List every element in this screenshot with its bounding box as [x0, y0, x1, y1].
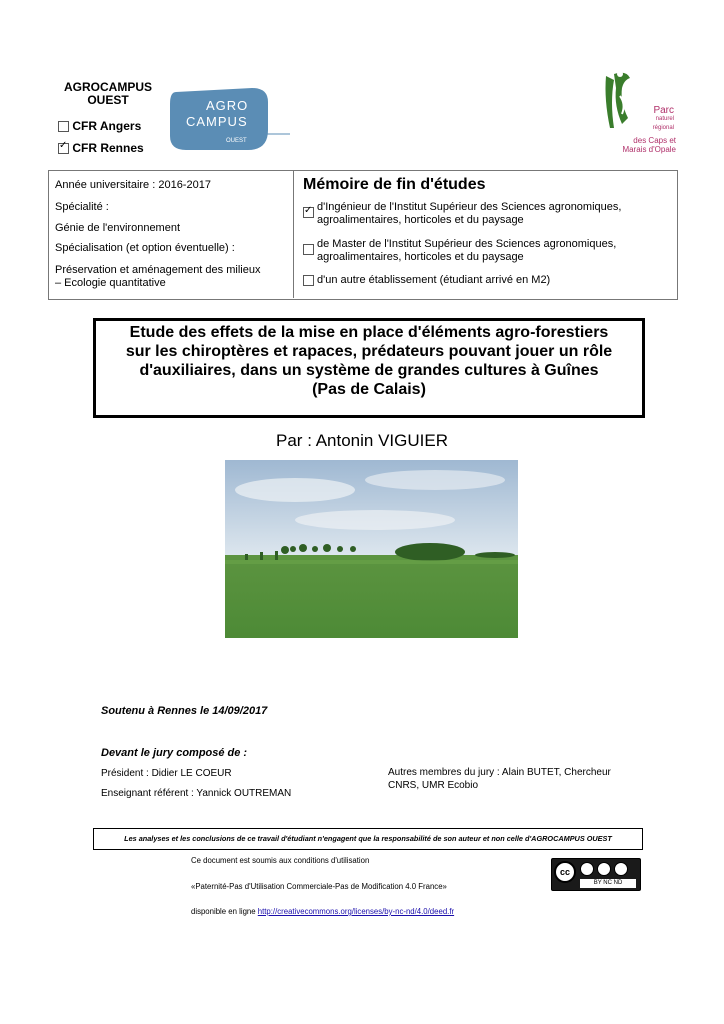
jury-autres-line2: CNRS, UMR Ecobio — [388, 780, 479, 791]
cc-badge-labels: BY NC ND — [580, 879, 636, 888]
parc-line1: Parc — [653, 105, 674, 116]
parc-naturel-logo — [600, 66, 676, 162]
cfr-rennes-label: CFR Rennes — [72, 141, 144, 155]
specialite-value: Génie de l'environnement — [55, 222, 181, 234]
logo-campus-text: CAMPUS — [186, 114, 248, 129]
jury-autres-membres — [388, 766, 648, 792]
jury-enseignant-referent: Enseignant référent : Yannick OUTREMAN — [101, 788, 292, 799]
cfr-angers-label: CFR Angers — [72, 119, 142, 133]
logo-agro-text: AGRO — [206, 98, 249, 113]
thesis-title-line4: (Pas de Calais) — [312, 381, 426, 398]
author: Par : Antonin VIGUIER — [276, 431, 448, 450]
cc-by-icon — [580, 862, 594, 876]
cc-logo-icon: cc — [554, 861, 576, 883]
field-photo — [225, 460, 518, 638]
jury-heading: Devant le jury composé de : — [101, 747, 248, 759]
jury-autres-line1: Autres membres du jury : Alain BUTET, Chercheur — [388, 767, 611, 778]
option-autre-label: d'un autre établissement (étudiant arrivé en M2) — [317, 274, 551, 286]
logo-ouest-text: OUEST — [226, 138, 247, 144]
option-ingenieur-line1: d'Ingénieur de l'Institut Supérieur des Sciences agronomiques, — [317, 201, 622, 213]
cfr-rennes-option[interactable] — [58, 141, 144, 155]
soutenu-date: Soutenu à Rennes le 14/09/2017 — [101, 705, 268, 717]
option-master-line1: de Master de l'Institut Supérieur des Sciences agronomiques, — [317, 238, 617, 250]
specialisation-label: Spécialisation (et option éventuelle) : — [55, 242, 235, 254]
cc-license-link[interactable]: http://creativecommons.org/licenses/by-nc-nd/4.0/deed.fr — [257, 907, 455, 916]
cc-available-online — [191, 907, 454, 916]
thesis-title — [98, 323, 640, 399]
option-ingenieur-line2: agroalimentaires, horticoles et du paysage — [317, 214, 524, 226]
cfr-rennes-checkbox[interactable] — [58, 143, 69, 154]
thesis-title-line1: Etude des effets de la mise en place d'éléments agro-forestiers — [129, 324, 609, 341]
parc-line2: naturel — [655, 116, 674, 122]
annee-universitaire: Année universitaire : 2016-2017 — [55, 179, 211, 191]
cc-badge — [551, 858, 641, 891]
option-autre-checkbox[interactable] — [303, 275, 314, 286]
parc-line4: des Caps et — [633, 136, 676, 145]
cfr-angers-checkbox[interactable] — [58, 121, 69, 132]
cc-license-name: «Paternité-Pas d'Utilisation Commerciale-Pas de Modification 4.0 France» — [191, 882, 447, 891]
disclaimer: Les analyses et les conclusions de ce travail d'étudiant n'engagent que la responsabilité de son auteur et non celle d'AGROCAMPUS OUEST — [93, 828, 643, 850]
agrocampus-logo — [168, 84, 292, 154]
jury-president: Président : Didier LE COEUR — [101, 768, 232, 779]
school-name-line2: OUEST — [87, 93, 129, 107]
option-master-checkbox[interactable] — [303, 244, 314, 255]
specialisation-value-2: – Ecologie quantitative — [55, 277, 166, 289]
parc-line3: régional — [652, 125, 674, 131]
memoire-title: Mémoire de fin d'études — [303, 176, 486, 193]
cc-nd-icon — [614, 862, 628, 876]
specialite-label: Spécialité : — [55, 201, 109, 213]
cc-conditions: Ce document est soumis aux conditions d'utilisation — [191, 856, 370, 865]
specialisation-value-1: Préservation et aménagement des milieux — [55, 264, 261, 276]
cc-nc-icon — [597, 862, 611, 876]
parc-line5: Marais d'Opale — [622, 145, 676, 154]
option-ingenieur-checkbox[interactable] — [303, 207, 314, 218]
cfr-angers-option[interactable] — [58, 119, 141, 133]
school-name-line1: AGROCAMPUS — [63, 80, 152, 94]
option-master-line2: agroalimentaires, horticoles et du paysage — [317, 251, 524, 263]
school-name — [58, 81, 158, 107]
thesis-title-line2: sur les chiroptères et rapaces, prédateurs pouvant jouer un rôle — [125, 343, 613, 360]
cc-available-prefix: disponible en ligne — [191, 907, 256, 916]
thesis-title-line3: d'auxiliaires, dans un système de grandes cultures à Guînes — [139, 362, 599, 379]
info-left-column — [48, 170, 294, 298]
